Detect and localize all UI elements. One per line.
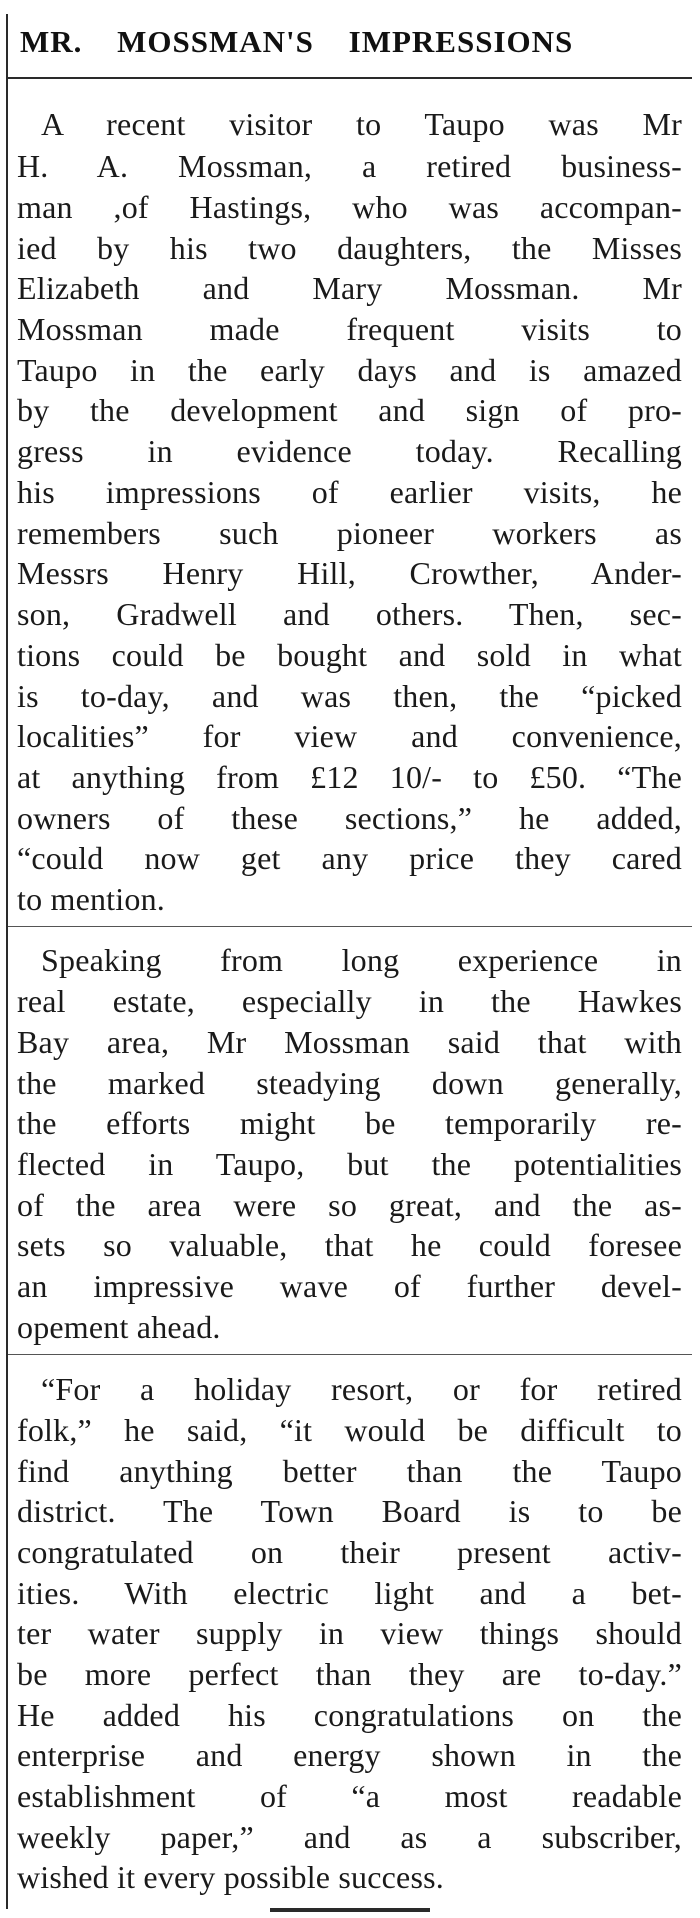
column-end-rule xyxy=(270,1908,430,1912)
paragraph-line: wished it every possible success. xyxy=(17,1859,444,1895)
paragraph-line: tions could be bought and sold in what xyxy=(17,637,682,673)
paragraph-line: sets so valuable, that he could foresee xyxy=(17,1227,682,1263)
paragraph-line: “could now get any price they cared xyxy=(17,840,682,876)
paragraph-line: an impressive wave of further devel- xyxy=(17,1268,682,1304)
paragraph-line: ied by his two daughters, the Misses xyxy=(17,230,682,266)
paragraph-line: to mention. xyxy=(17,881,165,917)
paragraph-line: the efforts might be temporarily re- xyxy=(17,1105,682,1141)
paragraph-line: Speaking from long experience in xyxy=(41,942,682,978)
paragraph-line: man ,of Hastings, who was accompan- xyxy=(17,189,682,225)
paragraph-line: opement ahead. xyxy=(17,1309,221,1345)
column-left-rule xyxy=(6,14,8,1909)
paragraph-line: gress in evidence today. Recalling xyxy=(17,433,682,469)
paragraph-line: district. The Town Board is to be xyxy=(17,1493,682,1529)
paragraph-line: “For a holiday resort, or for retired xyxy=(41,1371,682,1407)
paragraph-line: Taupo in the early days and is amazed xyxy=(17,352,682,388)
paragraph-line: localities” for view and convenience, xyxy=(17,718,682,754)
paragraph-line: ities. With electric light and a bet- xyxy=(17,1575,682,1611)
paragraph-line: at anything from £12 10/- to £50. “The xyxy=(17,759,682,795)
paragraph-line: enterprise and energy shown in the xyxy=(17,1737,682,1773)
paragraph-line: son, Gradwell and others. Then, sec- xyxy=(17,596,682,632)
paragraph-line: He added his congratulations on the xyxy=(17,1697,682,1733)
headline-rule xyxy=(8,77,692,79)
paragraph-line: A recent visitor to Taupo was Mr xyxy=(41,106,682,142)
paragraph-line: remembers such pioneer workers as xyxy=(17,515,682,551)
paragraph-line: Mossman made frequent visits to xyxy=(17,311,682,347)
paragraph-line: Elizabeth and Mary Mossman. Mr xyxy=(17,270,682,306)
paragraph-divider xyxy=(8,926,692,927)
paragraph-line: of the area were so great, and the as- xyxy=(17,1187,682,1223)
paragraph-line: owners of these sections,” he added, xyxy=(17,800,682,836)
paragraph-line: ter water supply in view things should xyxy=(17,1615,682,1651)
paragraph-line: flected in Taupo, but the potentialities xyxy=(17,1146,682,1182)
paragraph-line: his impressions of earlier visits, he xyxy=(17,474,682,510)
paragraph-divider xyxy=(8,1354,692,1355)
paragraph-line: Messrs Henry Hill, Crowther, Ander- xyxy=(17,555,682,591)
paragraph-line: H. A. Mossman, a retired business- xyxy=(17,148,682,184)
paragraph-line: be more perfect than they are to-day.” xyxy=(17,1656,682,1692)
paragraph-line: the marked steadying down generally, xyxy=(17,1065,682,1101)
paragraph-line: folk,” he said, “it would be difficult to xyxy=(17,1412,682,1448)
article-headline: MR. MOSSMAN'S IMPRESSIONS xyxy=(20,24,574,59)
paragraph-line: establishment of “a most readable xyxy=(17,1778,682,1814)
paragraph-line: real estate, especially in the Hawkes xyxy=(17,983,682,1019)
paragraph-line: weekly paper,” and as a subscriber, xyxy=(17,1819,682,1855)
paragraph-line: congratulated on their present activ- xyxy=(17,1534,682,1570)
paragraph-line: find anything better than the Taupo xyxy=(17,1453,682,1489)
paragraph-line: by the development and sign of pro- xyxy=(17,392,682,428)
paragraph-line: is to-day, and was then, the “picked xyxy=(17,678,682,714)
paragraph-line: Bay area, Mr Mossman said that with xyxy=(17,1024,682,1060)
